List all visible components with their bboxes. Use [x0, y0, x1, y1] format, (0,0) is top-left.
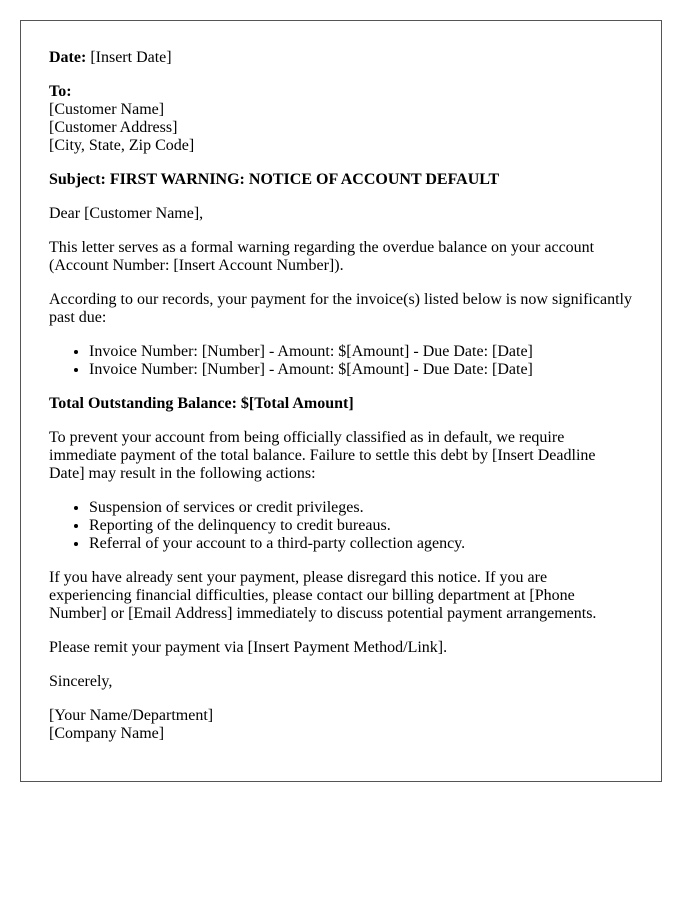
sender-name: [Your Name/Department] [49, 707, 214, 724]
recipient-block [49, 83, 633, 155]
total-balance [49, 395, 633, 413]
subject-line [49, 171, 633, 189]
actions-list [49, 499, 633, 553]
letter [20, 20, 662, 782]
action-item: • Reporting of the delinquency to credit bureaus. [89, 517, 633, 535]
remit-paragraph: Please remit your payment via [Insert Payment Method/Link]. [49, 639, 448, 656]
company-name: [Company Name] [49, 725, 165, 742]
intro-paragraph: This letter serves as a formal warning regarding the overdue balance on your account (Account Number: [Insert Account Number]). [49, 239, 595, 274]
total-balance-text: Total Outstanding Balance: $[Total Amount] [49, 395, 354, 412]
salutation: Dear [Customer Name], [49, 205, 204, 222]
customer-city: [City, State, Zip Code] [49, 137, 195, 154]
invoice-item: • Invoice Number: [Number] - Amount: $[Amount] - Due Date: [Date] [89, 343, 633, 361]
invoice-item: • Invoice Number: [Number] - Amount: $[Amount] - Due Date: [Date] [89, 361, 633, 379]
date-value: [Insert Date] [90, 49, 172, 66]
disregard-paragraph: If you have already sent your payment, please disregard this notice. If you are experiencing financial difficulties, please contact our billing department at [Phone Number] or [Email Address] immediately to discuss potential payment arrangements. [49, 569, 597, 622]
action-item: • Referral of your account to a third-party collection agency. [89, 535, 633, 553]
recipient-label: To: [49, 83, 72, 100]
subject-value: FIRST WARNING: NOTICE OF ACCOUNT DEFAULT [109, 171, 500, 188]
date-line [49, 49, 633, 67]
customer-name: [Customer Name] [49, 101, 165, 118]
prevent-paragraph: To prevent your account from being officially classified as in default, we require immediate payment of the total balance. Failure to settle this debt by [Insert Deadline Date] may result in the following actions: [49, 429, 596, 482]
invoice-list [49, 343, 633, 379]
customer-address: [Customer Address] [49, 119, 178, 136]
closing: Sincerely, [49, 673, 113, 690]
signature-block [49, 707, 633, 743]
records-paragraph: According to our records, your payment for the invoice(s) listed below is now significantly past due: [49, 291, 632, 326]
date-label: Date: [49, 49, 87, 66]
subject-label: Subject: [49, 171, 106, 188]
action-item: • Suspension of services or credit privileges. [89, 499, 633, 517]
